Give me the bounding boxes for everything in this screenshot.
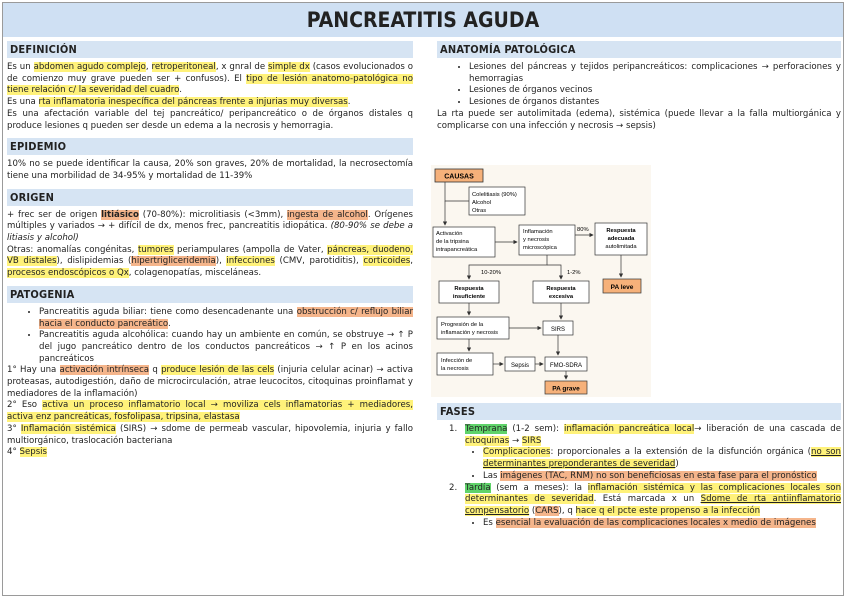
svg-text:intrapancreática: intrapancreática [436,247,478,253]
list-item: 1. Temprana (1-2 sem): inflamación pancreática local→ liberación de una cascada de citoquinas → SIRS [449,424,842,446]
section-heading-anatomia: ANATOMÍA PATOLÓGICA [437,41,841,58]
list-item: • Pancreatitis aguda alcohólica: cuando hay un ambiente en común, se obstruye → ↑ P del jugo pancreático dentro de los conductos pancreáticos → ↑ P en los acinos pancreáticos [39,330,413,365]
list-item: • Complicaciones: proporcionales a la extensión de la disfunción orgánica (no son determinantes preponderantes de severidad) [483,447,841,470]
svg-text:y necrosis: y necrosis [523,237,550,243]
diagram-svg [431,165,651,397]
list-item: • Es esencial la evaluación de las complicaciones locales x medio de imágenes [483,518,841,530]
section-heading-epidemio: EPIDEMIO [7,138,413,155]
svg-text:inflamación y necrosis: inflamación y necrosis [441,330,499,336]
svg-text:la necrosis: la necrosis [441,366,469,372]
section-heading-origen: ORIGEN [7,189,413,206]
svg-text:Respuesta: Respuesta [454,286,484,292]
label-1-2pct: 1-2% [567,270,581,276]
page-title: PANCREATITIS AGUDA [3,3,843,37]
anatomia-list [437,62,841,109]
svg-text:microscópica: microscópica [523,245,557,251]
list-item: • Lesiones de órganos distantes [469,97,841,109]
svg-text:excesiva: excesiva [548,294,574,300]
fases-list-2 [437,483,841,518]
fase-1-sublist [437,447,841,482]
right-column [437,41,841,132]
svg-text:de la tripsina: de la tripsina [436,239,469,245]
list-item: • Pancreatitis aguda biliar: tiene como desencadenante una obstrucción c/ reflujo biliar hacia el conducto pancreático. [39,307,413,330]
list-item: 2. Tardía (sem a meses): la inflamación sistémica y las complicaciones locales son determinantes de severidad. Está marcada x un Sdome de rta antiinflamatorio compensatorio (CARS), q hace q el pcte este propenso a la infección [449,482,842,516]
label-80pct: 80% [577,227,589,233]
svg-text:Activación: Activación [436,231,463,237]
definicion-paragraph-1: Es un abdomen agudo complejo, retroperitoneal, x gnral de simple dx (casos evolucionados o de comienzo muy grave pueden ser + confusos). El tipo de lesión anatomo-patológica no tiene relación c/ la severidad del cuadro. [7,62,414,96]
fase-2-sublist [437,518,841,530]
section-heading-definicion: DEFINICIÓN [7,41,413,58]
fases-section [437,403,841,529]
origen-paragraph-2: Otras: anomalías congénitas, tumores periampulares (ampolla de Vater, páncreas, duodeno, VB distales), dislipidemias (hipertrigliceridemia), infecciones (CMV, parotiditis), corticoides, procesos endoscópicos o Qx, colagenopatías, misceláneas. [7,244,413,279]
list-item: • Lesiones del páncreas y tejidos peripancreáticos: complicaciones → perforaciones y hemorragias [469,62,841,85]
label-10-20pct: 10-20% [481,270,501,276]
svg-text:adecuada: adecuada [607,236,635,242]
cause-1: Colelitiasis (90%) [472,192,517,198]
anatomia-paragraph: La rta puede ser autolimitada (edema), sistémica (puede llevar a la falla multiorgánica y complicarse con una infección y necrosis → sepsis) [437,108,841,131]
list-item: • Lesiones de órganos vecinos [469,85,841,97]
svg-text:Inflamación: Inflamación [523,229,553,235]
svg-text:Respuesta: Respuesta [606,228,636,234]
section-heading-fases: FASES [437,403,841,420]
svg-text:SIRS: SIRS [550,327,566,333]
list-item: • Las imágenes (TAC, RNM) no son beneficiosas en esta fase para el pronóstico [483,471,841,483]
definicion-paragraph-2: Es una rta inflamatoria inespecífica del páncreas frente a injurias muy diversas. [7,97,351,108]
svg-text:autolimitada: autolimitada [605,244,637,250]
label-causas: CAUSAS [444,173,474,181]
svg-text:PA grave: PA grave [552,385,580,393]
patogenia-step-1: 1° Hay una activación intrínseca q produce lesión de las cels (injuria celular acinar) → activa proteasas, autodigestión, daño de microcirculación, atrae leucocitos, citoquinas proinflamat y mediadores de la inflamación) [7,365,413,399]
left-column [7,41,413,459]
origen-paragraph-1: + frec ser de origen litiásico (70-80%): microlitiasis (<3mm), ingesta de alcohol. Orígenes múltiples y variados → + difícil de dx, menos frec, pancreatitis idiopática. (80-90% se debe a litiasis y alcohol) [7,209,414,244]
cause-2: Alcohol [472,200,492,206]
page-frame [2,2,844,596]
svg-text:Infección de: Infección de [441,358,473,364]
patogenia-step-4: 4° Sepsis [7,447,48,458]
fases-list [437,424,841,447]
svg-text:FMO-SDRA: FMO-SDRA [550,363,582,369]
svg-text:Sepsis: Sepsis [510,363,530,369]
pathophysiology-diagram [431,165,651,397]
epidemio-paragraph: 10% no se puede identificar la causa, 20% son graves, 20% de mortalidad, la necrosectomía tiene una morbilidad de 34-95% y mortalidad de 11-39% [7,159,413,181]
patogenia-list [7,307,413,366]
svg-text:Progresión de la: Progresión de la [441,322,484,328]
section-heading-patogenia: PATOGENIA [7,286,413,303]
patogenia-step-2: 2° Eso activa un proceso inflamatorio local → moviliza cels inflamatorias + mediadores, activa enz pancreáticas, fosfolipasa, tripsina, elastasa [7,400,413,423]
definicion-paragraph-3: Es una afectación variable del tej pancreático/ peripancreático o de órganos distales q produce lesiones q pueden ser desde un edema a la necrosis y hemorragia. [7,108,413,131]
svg-text:PA leve: PA leve [610,284,634,291]
cause-3: Otras [472,208,487,214]
patogenia-step-3: 3° Inflamación sistémica (SIRS) → sdome de permeab vascular, hipovolemia, injuria y fallo multiorgánico, traslocación bacteriana [7,423,413,446]
svg-text:insuficiente: insuficiente [452,294,486,300]
svg-text:Respuesta: Respuesta [546,286,576,292]
